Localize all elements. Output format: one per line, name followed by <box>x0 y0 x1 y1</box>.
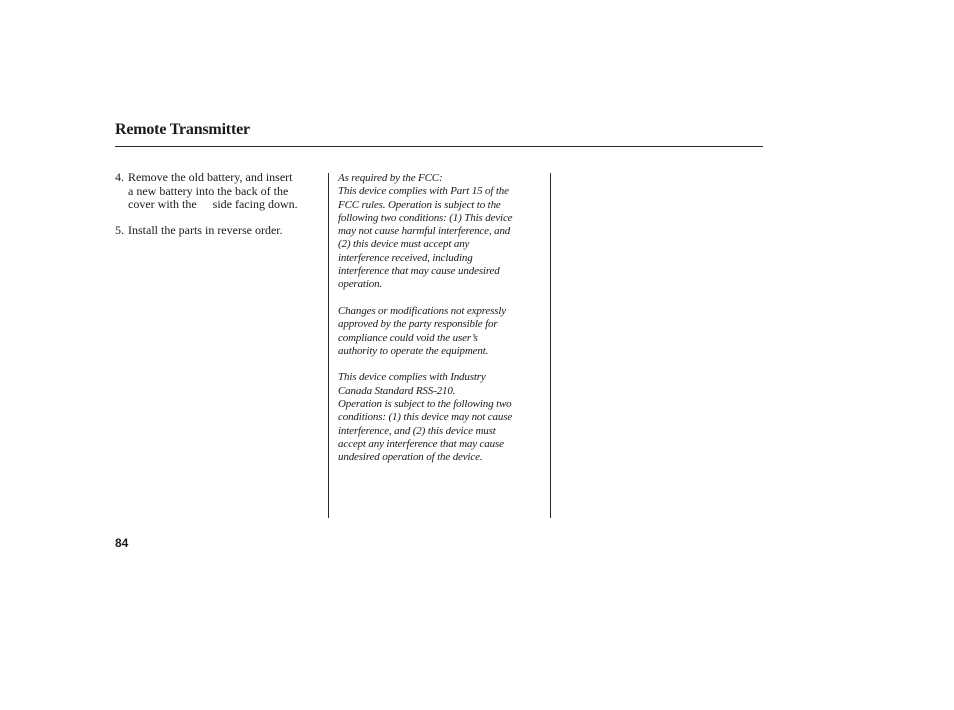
step-number: 5. <box>115 222 124 237</box>
notice-line: FCC rules. Operation is subject to the <box>338 198 501 211</box>
step-text-before-symbol: cover with the <box>128 197 197 211</box>
notice-line: Operation is subject to the following two <box>338 398 512 411</box>
step-text-line: Remove the old battery, and insert <box>128 170 293 184</box>
page-title: Remote Transmitter <box>115 121 250 138</box>
modifications-notice-paragraph <box>338 305 546 358</box>
notice-line: This device complies with Part 15 of the <box>338 185 509 198</box>
notice-line: undesired operation of the device. <box>338 451 483 464</box>
notice-line: may not cause harmful interference, and <box>338 225 511 238</box>
notice-line: approved by the party responsible for <box>338 318 498 331</box>
notice-line: As required by the FCC: <box>338 172 443 184</box>
notice-line: interference that may cause undesired <box>338 265 500 278</box>
step-5 <box>115 224 325 238</box>
page-number: 84 <box>115 536 129 550</box>
step-text-line <box>128 198 325 212</box>
step-text-line: a new battery into the back of the <box>128 183 289 198</box>
notice-line: Canada Standard RSS-210. <box>338 384 456 397</box>
notice-line: following two conditions: (1) This device <box>338 211 513 224</box>
notice-line: operation. <box>338 278 383 291</box>
notice-line: compliance could void the user’s <box>338 331 478 344</box>
notice-line: authority to operate the equipment. <box>338 344 489 357</box>
step-number: 4. <box>115 170 124 184</box>
notice-line: (2) this device must accept any <box>338 238 470 251</box>
notice-line: This device complies with Industry <box>338 371 486 384</box>
notice-line: Changes or modifications not expressly <box>338 304 507 317</box>
instructions-column <box>115 171 325 249</box>
notice-line: accept any interference that may cause <box>338 437 504 450</box>
step-text-line: Install the parts in reverse order. <box>128 222 283 237</box>
step-4 <box>115 171 325 212</box>
notice-line: conditions: (1) this device may not cause <box>338 411 513 424</box>
fcc-notice-paragraph <box>338 172 546 292</box>
column-divider-right <box>550 173 551 518</box>
title-divider <box>115 146 763 147</box>
column-divider-left <box>328 173 329 518</box>
notice-line: interference received, including <box>338 251 473 264</box>
regulatory-notice-column <box>338 172 546 478</box>
step-text-after-symbol: side facing down. <box>212 197 298 211</box>
industry-canada-notice-paragraph <box>338 371 546 464</box>
notice-line: interference, and (2) this device must <box>338 424 496 437</box>
